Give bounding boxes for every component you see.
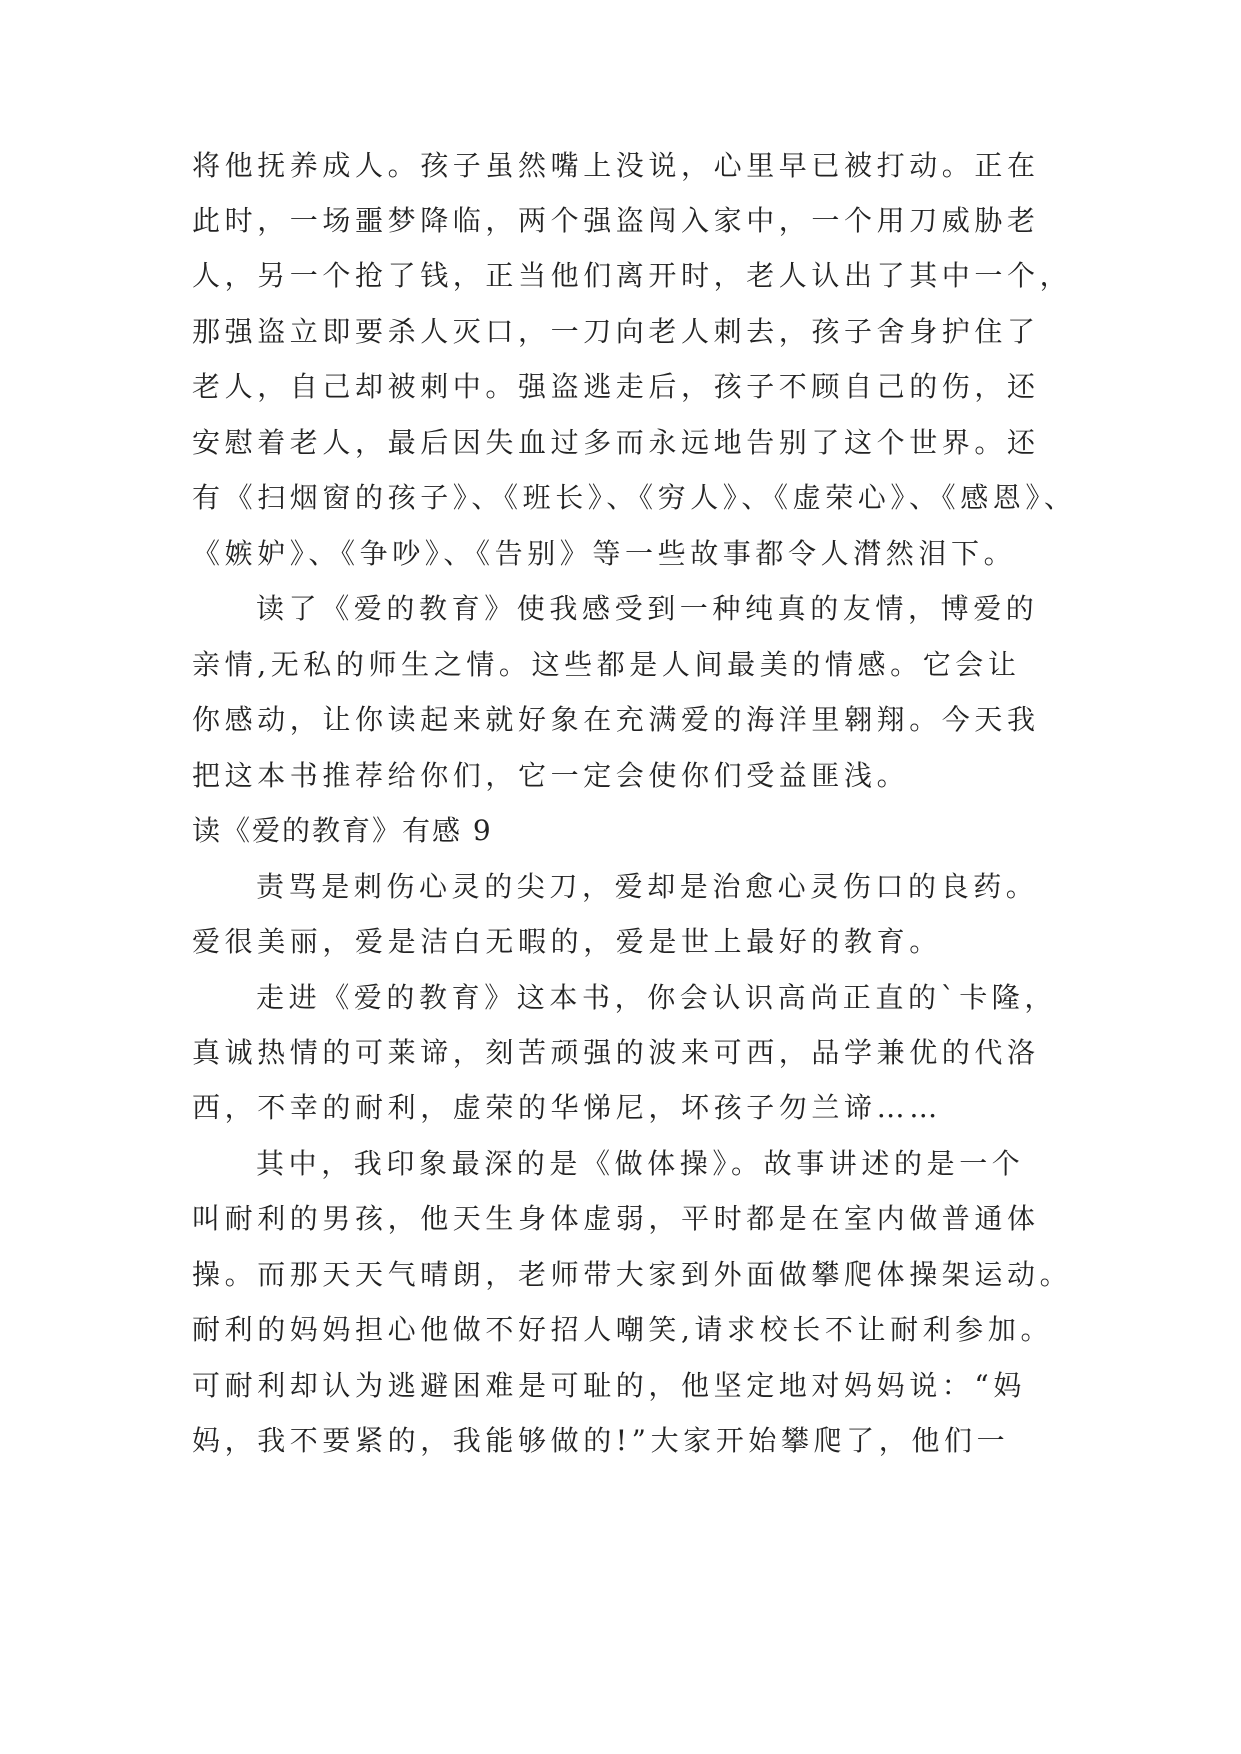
text-line: 《嫉妒》、《争吵》、《告别》等一些故事都令人潸然泪下。 bbox=[192, 537, 1017, 570]
paragraph-start-line: 责骂是刺伤心灵的尖刀，爱却是治愈心灵伤口的良药。 bbox=[256, 870, 1039, 903]
paragraph-start-line: 读了《爱的教育》使我感受到一种纯真的友情，博爱的 bbox=[256, 592, 1039, 625]
text-line: 操。而那天天气晴朗，老师带大家到外面做攀爬体操架运动。 bbox=[192, 1258, 1073, 1291]
paragraph-start-line: 其中，我印象最深的是《做体操》。故事讲述的是一个 bbox=[256, 1147, 1025, 1180]
text-line: 你感动，让你读起来就好象在充满爱的海洋里翱翔。今天我 bbox=[192, 703, 1040, 736]
text-line: 叫耐利的男孩，他天生身体虚弱，平时都是在室内做普通体 bbox=[192, 1202, 1040, 1235]
text-line: 可耐利却认为逃避困难是可耻的，他坚定地对妈妈说：“妈 bbox=[192, 1369, 1026, 1402]
text-line: 将他抚养成人。孩子虽然嘴上没说，心里早已被打动。正在 bbox=[192, 149, 1040, 182]
text-line: 妈，我不要紧的，我能够做的!”大家开始攀爬了，他们一 bbox=[192, 1424, 1010, 1457]
text-line: 亲情,无私的师生之情。这些都是人间最美的情感。它会让 bbox=[192, 648, 1021, 681]
text-line: 此时，一场噩梦降临，两个强盗闯入家中，一个用刀威胁老 bbox=[192, 204, 1040, 237]
text-line: 爱很美丽，爱是洁白无暇的，爱是世上最好的教育。 bbox=[192, 925, 942, 958]
text-line: 真诚热情的可莱谛，刻苦顽强的波来可西，品学兼优的代洛 bbox=[192, 1036, 1040, 1069]
text-line: 人，另一个抢了钱，正当他们离开时，老人认出了其中一个， bbox=[192, 259, 1073, 292]
text-line: 耐利的妈妈担心他做不好招人嘲笑,请求校长不让耐利参加。 bbox=[192, 1313, 1054, 1346]
text-line: 老人，自己却被刺中。强盗逃走后，孩子不顾自己的伤，还 bbox=[192, 370, 1040, 403]
text-line: 西，不幸的耐利，虚荣的华悌尼，坏孩子勿兰谛…… bbox=[192, 1091, 942, 1124]
paragraph-start-line: 走进《爱的教育》这本书，你会认识高尚正直的`卡隆， bbox=[256, 981, 1058, 1014]
text-line: 有《扫烟窗的孩子》、《班长》、《穷人》、《虚荣心》、《感恩》、 bbox=[192, 481, 1077, 514]
text-line: 把这本书推荐给你们，它一定会使你们受益匪浅。 bbox=[192, 759, 910, 792]
text-line: 安慰着老人，最后因失血过多而永远地告别了这个世界。还 bbox=[192, 426, 1040, 459]
section-heading: 读《爱的教育》有感 9 bbox=[192, 814, 493, 847]
text-line: 那强盗立即要杀人灭口，一刀向老人刺去，孩子舍身护住了 bbox=[192, 315, 1040, 348]
